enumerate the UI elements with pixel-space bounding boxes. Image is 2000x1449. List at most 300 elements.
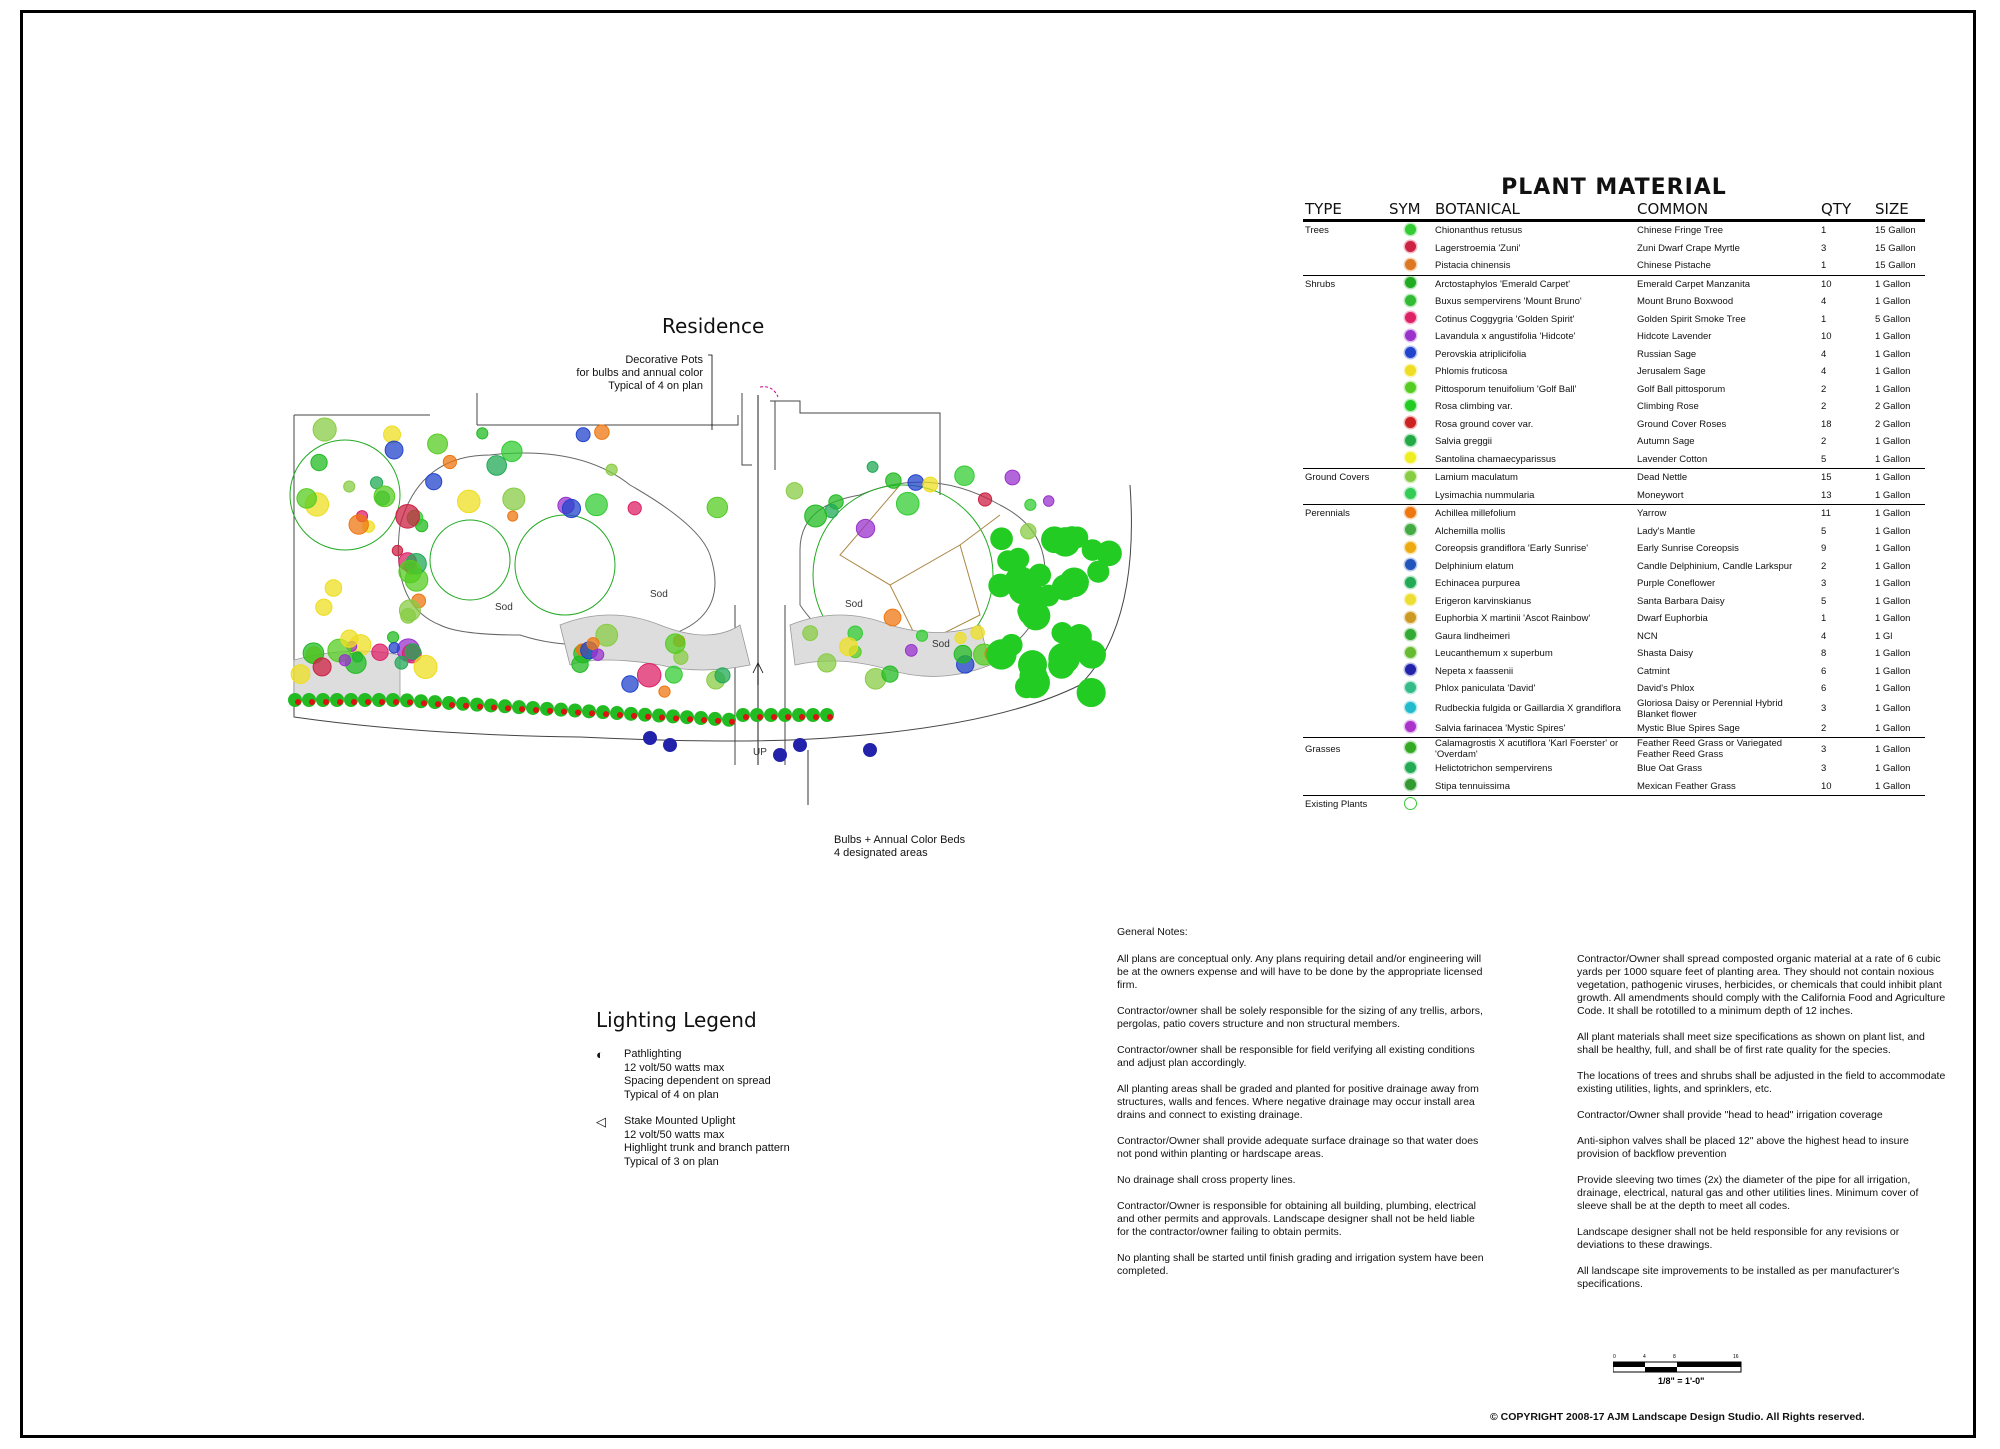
plant-symbol: [1021, 524, 1036, 539]
sod-label: Sod: [932, 639, 950, 650]
plant-row: [1303, 221, 1925, 240]
common-name-cell: Emerald Carpet Manzanita: [1635, 275, 1819, 293]
shrub-symbol: [1078, 640, 1106, 668]
plant-symbol: [291, 665, 310, 684]
half-circle-icon: ◐: [596, 1047, 604, 1062]
size-cell: 1 Gallon: [1875, 578, 1911, 590]
plant-type-cell: [1303, 523, 1387, 541]
plant-material-schedule: [1303, 175, 1925, 814]
quantity-cell: 3: [1821, 763, 1827, 775]
plant-type-cell: Grasses: [1303, 738, 1387, 761]
legend-line: Spacing dependent on spread: [624, 1075, 771, 1087]
size-cell: 1 Gallon: [1875, 665, 1911, 677]
botanical-name-cell: Lamium maculatum: [1433, 469, 1635, 487]
shrub-mass: [986, 526, 1122, 707]
quantity-cell: 10: [1821, 780, 1832, 792]
quantity-cell: 2: [1821, 401, 1827, 413]
common-name-cell: Chinese Pistache: [1637, 260, 1711, 272]
plant-symbol-icon: [1405, 400, 1416, 411]
plant-symbol: [923, 477, 938, 492]
plant-symbol: [389, 643, 399, 653]
plant-symbol-icon: [1405, 382, 1416, 393]
scale-bar: [1613, 1352, 1743, 1402]
rose-bloom: [435, 701, 441, 707]
callout-line: Decorative Pots: [625, 354, 703, 366]
plant-type-cell: [1303, 575, 1387, 593]
plant-symbol: [840, 638, 858, 656]
plant-row: [1303, 451, 1925, 469]
notes-right-column: [1577, 953, 1947, 1304]
size-cell: 1 Gallon: [1875, 722, 1911, 734]
rose-bloom: [659, 715, 665, 721]
plant-symbol: [477, 428, 488, 439]
botanical-name-cell: Salvia farinacea 'Mystic Spires': [1435, 722, 1566, 734]
common-name-cell: David's Phlox: [1637, 683, 1695, 695]
scale-segment: [1645, 1367, 1677, 1372]
size-cell: 1 Gallon: [1875, 331, 1911, 343]
legend-line: Pathlighting: [624, 1048, 682, 1060]
uplight-item: [596, 1115, 856, 1169]
plant-symbol: [707, 497, 727, 517]
plant-symbol-cell: [1387, 487, 1433, 505]
rose-bloom: [449, 702, 455, 708]
callout-line: Typical of 4 on plan: [608, 380, 703, 392]
plant-type-cell: Perennials: [1303, 505, 1387, 523]
plant-row: [1303, 760, 1925, 778]
plant-row: [1303, 628, 1925, 646]
common-name-cell: Catmint: [1637, 665, 1670, 677]
plant-row: [1303, 469, 1925, 487]
plant-symbol-cell: [1387, 558, 1433, 576]
plant-symbol-icon: [1405, 664, 1416, 675]
plant-symbol-icon: [1405, 295, 1416, 306]
rose-bloom: [827, 714, 833, 720]
quantity-cell: 5: [1821, 525, 1827, 537]
common-name-cell: Candle Delphinium, Candle Larkspur: [1637, 560, 1793, 572]
rose-bloom: [645, 714, 651, 720]
plant-symbol: [428, 434, 448, 454]
plant-symbol: [1043, 496, 1053, 506]
plant-symbol-cell: [1387, 311, 1433, 329]
plant-symbol: [341, 630, 358, 647]
common-name-cell: Purple Coneflower: [1637, 578, 1716, 590]
rose-bloom: [729, 719, 735, 725]
size-cell: 1 Gallon: [1875, 543, 1911, 555]
size-cell: 2 Gallon: [1875, 418, 1911, 430]
plant-symbol: [896, 492, 919, 515]
callout-line: 4 designated areas: [834, 847, 928, 859]
legend-line: Typical of 3 on plan: [624, 1155, 719, 1168]
plant-symbol: [458, 490, 481, 513]
plant-row: [1303, 433, 1925, 451]
quantity-cell: 3: [1821, 703, 1827, 714]
lighting-legend: [596, 1008, 856, 1182]
botanical-name-cell: Pittosporum tenuifolium 'Golf Ball': [1435, 383, 1577, 395]
plant-type-cell: [1303, 778, 1387, 796]
plant-symbol: [659, 686, 670, 697]
botanical-name-cell: Phlox paniculata 'David': [1435, 683, 1536, 695]
quantity-cell: 1: [1821, 260, 1827, 272]
shrub-symbol: [1000, 634, 1022, 656]
plant-symbol-cell: [1387, 760, 1433, 778]
plant-symbol-cell: [1387, 433, 1433, 451]
plant-symbol-cell: [1387, 540, 1433, 558]
quantity-cell: 5: [1821, 595, 1827, 607]
scale-label: 1/8" = 1'-0": [1658, 1376, 1705, 1386]
residence-title: Residence: [662, 314, 765, 338]
plant-symbol: [628, 502, 641, 515]
catmint-symbol: [773, 748, 787, 762]
plant-row: [1303, 720, 1925, 738]
plant-row: [1303, 558, 1925, 576]
plant-row: [1303, 575, 1925, 593]
plant-symbol-icon: [1405, 721, 1416, 732]
plant-symbol: [385, 441, 403, 459]
botanical-name-cell: Delphinium elatum: [1435, 560, 1514, 572]
note-paragraph: Contractor/Owner shall provide adequate surface drainage so that water does not pond within planting or hardscape areas.: [1117, 1135, 1479, 1160]
plant-row: [1303, 487, 1925, 505]
plant-symbol: [395, 656, 408, 669]
plant-symbol: [637, 664, 660, 687]
flower-border: [288, 693, 834, 727]
plant-symbol-cell: [1387, 505, 1433, 523]
plant-symbol: [586, 494, 608, 516]
botanical-name-cell: Arctostaphylos 'Emerald Carpet': [1433, 275, 1635, 293]
plant-symbol: [502, 441, 522, 461]
size-cell: 1 Gallon: [1875, 763, 1911, 775]
plant-symbol-icon: [1405, 629, 1416, 640]
legend-line: Typical of 4 on plan: [624, 1088, 719, 1101]
size-cell: 1 Gallon: [1875, 560, 1911, 572]
plant-type-cell: Existing Plants: [1303, 796, 1387, 814]
common-name-cell: Russian Sage: [1637, 348, 1697, 360]
catmint-symbol: [643, 731, 657, 745]
size-cell: 1 Gallon: [1875, 648, 1911, 660]
shrub-symbol: [997, 550, 1018, 571]
note-paragraph: All landscape site improvements to be installed as per manufacturer's specifications.: [1577, 1265, 1900, 1290]
rose-bloom: [757, 714, 763, 720]
quantity-cell: 6: [1821, 683, 1827, 695]
house-wall: [477, 393, 738, 425]
plant-symbol-cell: [1387, 698, 1433, 720]
shrub-symbol: [1048, 652, 1075, 679]
botanical-name-cell: Leucanthemum x superbum: [1435, 648, 1553, 660]
common-name-cell: Lady's Mantle: [1637, 525, 1696, 537]
plant-symbol-icon: [1405, 507, 1416, 518]
rose-bloom: [813, 714, 819, 720]
plant-symbol-cell: [1387, 663, 1433, 681]
plant-row: [1303, 328, 1925, 346]
plant-symbol-icon: [1405, 682, 1416, 693]
plant-symbol: [576, 428, 590, 442]
pathlighting-item: [596, 1048, 856, 1102]
size-cell: 5 Gallon: [1875, 313, 1911, 325]
size-cell: 1 Gallon: [1875, 383, 1911, 395]
size-cell: 1 Gallon: [1875, 348, 1911, 360]
plant-row: [1303, 257, 1925, 275]
plant-symbol-icon: [1405, 702, 1416, 713]
plant-type-cell: [1303, 628, 1387, 646]
plant-symbol: [297, 489, 317, 509]
plant-symbol: [349, 515, 368, 534]
note-paragraph: The locations of trees and shrubs shall be adjusted in the field to accommodate existing utilities, lights, and sprinklers, etc.: [1577, 1070, 1946, 1095]
plant-symbol: [414, 655, 437, 678]
plant-row: [1303, 663, 1925, 681]
plant-symbol: [805, 505, 827, 527]
plant-symbol-cell: [1387, 363, 1433, 381]
size-cell: 1 Gallon: [1875, 595, 1911, 607]
plant-symbol-icon: [1405, 330, 1416, 341]
sod-label: Sod: [495, 602, 513, 613]
rose-bloom: [799, 714, 805, 720]
plant-type-cell: [1303, 645, 1387, 663]
botanical-name-cell: Pistacia chinensis: [1435, 260, 1511, 272]
rose-bloom: [407, 699, 413, 705]
existing-plant-symbol: [1387, 796, 1433, 814]
rose-bloom: [295, 699, 301, 705]
sod-area: [398, 453, 715, 645]
plant-symbol-icon: [1405, 524, 1416, 535]
plant-symbol-cell: [1387, 398, 1433, 416]
note-paragraph: Anti-siphon valves shall be placed 12" above the highest head to insure provision of backflow prevention: [1577, 1135, 1909, 1160]
quantity-cell: 2: [1821, 436, 1827, 448]
plant-table-header-row: [1303, 200, 1925, 221]
quantity-cell: 6: [1821, 665, 1827, 677]
plant-symbol: [487, 456, 507, 476]
column-header: SIZE: [1873, 200, 1925, 221]
legend-line: 12 volt/50 watts max: [624, 1128, 725, 1141]
botanical-name-cell: Gaura lindheimeri: [1435, 630, 1510, 642]
quantity-cell: 5: [1821, 453, 1827, 465]
botanical-name-cell: Rudbeckia fulgida or Gaillardia X grandiflora: [1435, 703, 1621, 714]
plant-symbol: [344, 481, 355, 492]
plant-type-cell: [1303, 663, 1387, 681]
rose-bloom: [379, 699, 385, 705]
plant-symbol: [339, 655, 350, 666]
quantity-cell: 4: [1821, 630, 1827, 642]
size-cell: 1 Gallon: [1875, 453, 1911, 465]
plant-symbol-icon: [1405, 452, 1416, 463]
copyright-notice: © COPYRIGHT 2008-17 AJM Landscape Design Studio. All Rights reserved.: [1490, 1411, 1865, 1423]
common-name-cell: Moneywort: [1637, 489, 1684, 501]
legend-line: Stake Mounted Uplight: [624, 1115, 736, 1127]
size-cell: 1 Gallon: [1875, 613, 1911, 625]
common-name-cell: Yarrow: [1635, 505, 1819, 523]
plant-row: [1303, 240, 1925, 258]
common-name-cell: Autumn Sage: [1637, 436, 1695, 448]
note-paragraph: Contractor/Owner shall provide "head to head" irrigation coverage: [1577, 1109, 1883, 1121]
common-name-cell: Chinese Fringe Tree: [1637, 225, 1724, 237]
stair-arrow: [753, 663, 763, 685]
notes-left-column: [1117, 953, 1487, 1304]
plant-symbol-cell: [1387, 381, 1433, 399]
plant-symbol-icon: [1405, 594, 1416, 605]
botanical-name-cell: Coreopsis grandiflora 'Early Sunrise': [1435, 543, 1589, 555]
callout-leader: [708, 355, 712, 430]
shrub-symbol: [1077, 678, 1106, 707]
plant-symbol: [372, 644, 388, 660]
plant-symbol-icon: [1405, 347, 1416, 358]
plant-symbol: [392, 545, 402, 555]
size-cell: 15 Gallon: [1875, 242, 1916, 254]
plant-symbol: [803, 626, 818, 641]
rose-bloom: [491, 704, 497, 710]
note-paragraph: Contractor/Owner is responsible for obtaining all building, plumbing, electrical and other permits and approvals. Landscape designer shall not be held liable for the contractor/owner failing to obtain permits.: [1117, 1200, 1476, 1238]
circle-icon: [1404, 797, 1417, 810]
plant-symbol-cell: [1387, 416, 1433, 434]
rose-bloom: [701, 717, 707, 723]
column-header: BOTANICAL: [1433, 200, 1635, 221]
plant-symbol: [905, 645, 917, 657]
shrub-symbol: [988, 574, 1012, 598]
common-name-cell: Dead Nettle: [1635, 469, 1819, 487]
plant-symbol: [313, 418, 336, 441]
note-paragraph: All plant materials shall meet size specifications as shown on plant list, and shall be healthy, full, and shall be of first rate quality for the species.: [1577, 1031, 1925, 1056]
plant-symbol-cell: [1387, 628, 1433, 646]
plant-row: [1303, 610, 1925, 628]
plant-symbol: [399, 600, 420, 621]
plant-symbol-icon: [1405, 779, 1416, 790]
quantity-cell: 13: [1821, 489, 1832, 501]
plant-row: [1303, 346, 1925, 364]
rose-bloom: [547, 708, 553, 714]
scale-segment: [1677, 1362, 1741, 1367]
rose-bloom: [743, 714, 749, 720]
quantity-cell: 1: [1821, 613, 1827, 625]
rose-bloom: [687, 716, 693, 722]
common-name-cell: Mount Bruno Boxwood: [1637, 296, 1734, 308]
plant-symbol-icon: [1405, 559, 1416, 570]
note-paragraph: All plans are conceptual only. Any plans requiring detail and/or engineering will be at the owners expense and will have to be done by the appropriate licensed firm.: [1117, 953, 1483, 991]
rose-bloom: [533, 707, 539, 713]
sod-label: Sod: [845, 599, 863, 610]
shrub-symbol: [1018, 650, 1047, 679]
scale-tick-label: 0: [1613, 1354, 1616, 1360]
botanical-name-cell: Rosa climbing var.: [1435, 401, 1513, 413]
quantity-cell: 9: [1821, 543, 1827, 555]
plant-row: [1303, 698, 1925, 720]
common-name-cell: Ground Cover Roses: [1637, 418, 1727, 430]
plant-symbol-cell: [1387, 257, 1433, 275]
common-name-cell: Gloriosa Daisy or Perennial Hybrid Blanket flower: [1637, 697, 1783, 720]
size-cell: 1 Gallon: [1873, 275, 1925, 293]
quantity-cell: 4: [1821, 296, 1827, 308]
plant-type-cell: Trees: [1305, 225, 1329, 237]
plant-symbol-icon: [1405, 241, 1416, 252]
shrub-symbol: [1051, 527, 1080, 556]
rose-bloom: [631, 713, 637, 719]
plant-type-cell: [1303, 680, 1387, 698]
botanical-name-cell: Alchemilla mollis: [1435, 525, 1506, 537]
column-header: COMMON: [1635, 200, 1819, 221]
common-name-cell: Hidcote Lavender: [1637, 331, 1712, 343]
rose-bloom: [351, 699, 357, 705]
plant-symbol-cell: [1387, 610, 1433, 628]
plant-symbol: [313, 658, 331, 676]
plant-symbol-cell: [1387, 346, 1433, 364]
size-cell: 1 Gallon: [1875, 683, 1911, 695]
plant-type-cell: [1303, 398, 1387, 416]
tree-canopy: [430, 520, 510, 600]
botanical-name-cell: Nepeta x faassenii: [1435, 665, 1514, 677]
uplight-icon: ◁: [596, 1114, 606, 1129]
botanical-name-cell: Achillea millefolium: [1433, 505, 1635, 523]
rose-bloom: [771, 714, 777, 720]
botanical-name-cell: Echinacea purpurea: [1435, 578, 1521, 590]
plant-row: [1303, 593, 1925, 611]
plant-type-cell: Ground Covers: [1303, 469, 1387, 487]
shrub-symbol: [1096, 541, 1122, 567]
existing-plants-row: [1303, 796, 1925, 814]
rose-bloom: [603, 711, 609, 717]
rose-bloom: [477, 704, 483, 710]
botanical-name-cell: Rosa ground cover var.: [1435, 418, 1534, 430]
note-paragraph: All planting areas shall be graded and planted for positive drainage away from structures, walls and fences. Where negative drainage may occur install area drains and connect to existing drainage.: [1117, 1083, 1479, 1121]
plant-symbol-icon: [1405, 471, 1416, 482]
bulbs-callout: [834, 834, 965, 860]
plant-symbol: [1025, 499, 1036, 510]
size-cell: 1 Gallon: [1875, 525, 1911, 537]
common-name-cell: Mystic Blue Spires Sage: [1637, 722, 1740, 734]
plant-row: [1303, 363, 1925, 381]
shrub-symbol: [1052, 574, 1078, 600]
rose-bloom: [715, 718, 721, 724]
lighting-legend-title: Lighting Legend: [596, 1008, 757, 1032]
botanical-name-cell: Buxus sempervirens 'Mount Bruno': [1435, 296, 1582, 308]
plant-symbol: [971, 626, 984, 639]
common-name-cell: NCN: [1637, 630, 1658, 642]
plant-symbol-cell: [1387, 575, 1433, 593]
column-header: QTY: [1819, 200, 1873, 221]
plant-type-cell: [1303, 593, 1387, 611]
plant-symbol: [443, 455, 456, 468]
plant-symbol-icon: [1405, 577, 1416, 588]
plant-symbol: [867, 462, 878, 473]
plant-symbol-icon: [1405, 224, 1416, 235]
plant-row: [1303, 778, 1925, 796]
quantity-cell: 2: [1821, 722, 1827, 734]
general-notes: [1117, 926, 1947, 1304]
plant-type-cell: [1303, 293, 1387, 311]
general-notes-header: General Notes:: [1117, 926, 1188, 938]
plant-symbol: [311, 454, 327, 470]
rose-bloom: [505, 705, 511, 711]
shrub-symbol: [990, 527, 1013, 550]
legend-line: 12 volt/50 watts max: [624, 1061, 725, 1074]
size-cell: 1 Gallon: [1875, 489, 1911, 501]
door-swing: [760, 387, 778, 397]
plant-symbol-icon: [1405, 417, 1416, 428]
note-paragraph: Provide sleeving two times (2x) the diameter of the pipe for all irrigation, drainage, electrical, natural gas and other utilities lines. Minimum cover of sleeve shall be at the depth to meet all codes.: [1577, 1174, 1919, 1212]
callout-leader: [808, 750, 835, 805]
quantity-cell: 4: [1821, 348, 1827, 360]
botanical-name-cell: Salvia greggii: [1435, 436, 1493, 448]
site-plan-drawing: [280, 305, 1140, 805]
plant-type-cell: [1303, 433, 1387, 451]
rose-bloom: [785, 714, 791, 720]
plant-symbol-icon: [1405, 277, 1416, 288]
plant-symbol: [955, 632, 966, 643]
plant-symbol: [818, 654, 836, 672]
column-header: SYM: [1387, 200, 1433, 221]
plant-type-cell: [1303, 346, 1387, 364]
plant-symbol-icon: [1405, 762, 1416, 773]
rose-bloom: [463, 703, 469, 709]
plant-symbol: [978, 493, 991, 506]
column-header: TYPE: [1303, 200, 1387, 221]
botanical-name-cell: Lagerstroemia 'Zuni': [1435, 242, 1521, 254]
quantity-cell: 3: [1821, 242, 1827, 254]
